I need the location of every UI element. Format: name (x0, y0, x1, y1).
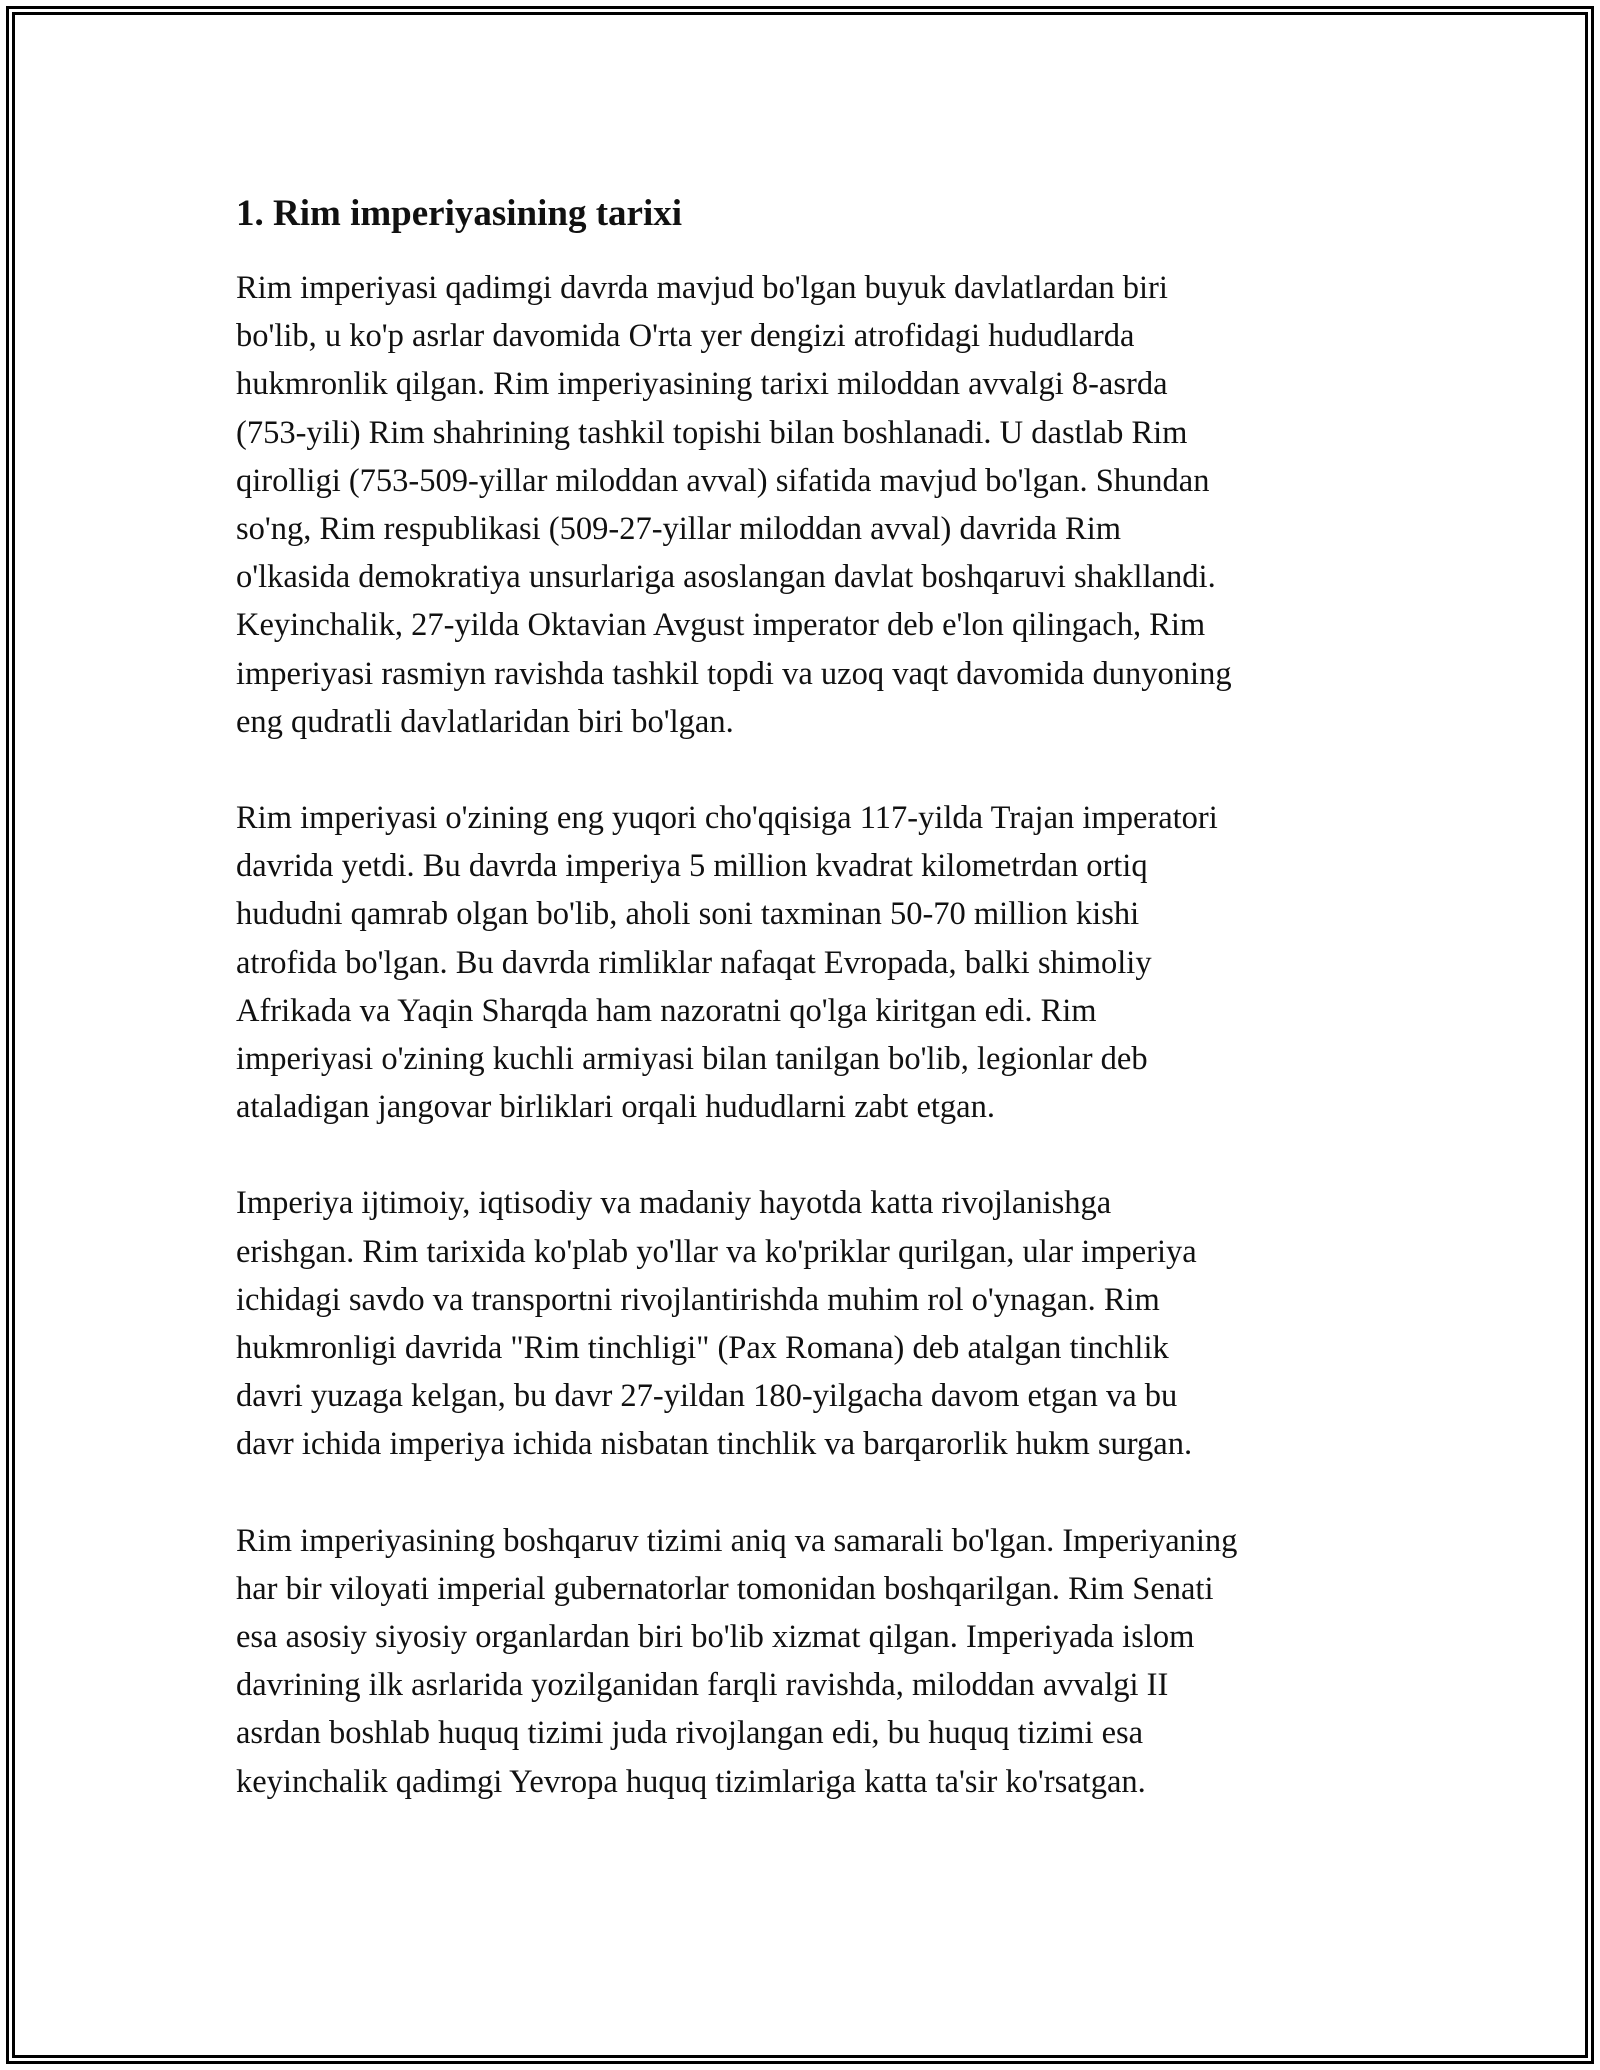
paragraph-history-origins: Rim imperiyasi qadimgi davrda mavjud bo'lgan buyuk davlatlardan biri bo'lib, u ko'p asrlar davomida O'rta yer dengizi atrofidagi hududlarda hukmronlik qilgan. Rim imperiyasining tarixi miloddan avvalgi 8-asrda (753-yili) Rim shahrining tashkil topishi bilan boshlanadi. U dastlab Rim qirolligi (753-509-yillar miloddan avval) sifatida mavjud bo'lgan. Shundan so'ng, Rim respublikasi (509-27-yillar miloddan avval) davrida Rim o'lkasida demokratiya unsurlariga asoslangan davlat boshqaruvi shakllandi. Keyinchalik, 27-yilda Oktavian Avgust imperator deb e'lon qilingach, Rim imperiyasi rasmiyn ravishda tashkil topdi va uzoq vaqt davomida dunyoning eng qudratli davlatlaridan biri bo'lgan. (236, 270, 1232, 740)
paragraph-development: Imperiya ijtimoiy, iqtisodiy va madaniy hayotda katta rivojlanishga erishgan. Rim tarixida ko'plab yo'llar va ko'priklar qurilgan, ular imperiya ichidagi savdo va transportni rivojlantirishda muhim rol o'ynagan. Rim hukmronligi davrida "Rim tinchligi" (Pax Romana) deb atalgan tinchlik davri yuzaga kelgan, bu davr 27-yildan 180-yilgacha davom etgan va bu davr ichida imperiya ichida nisbatan tinchlik va barqarorlik hukm surgan. (236, 1185, 1197, 1463)
paragraph-governance: Rim imperiyasining boshqaruv tizimi aniq va samarali bo'lgan. Imperiyaning har bir viloyati imperial gubernatorlar tomonidan boshqarilgan. Rim Senati esa asosiy siyosiy organlardan biri bo'lib xizmat qilgan. Imperiyada islom davrining ilk asrlarida yozilganidan farqli ravishda, miloddan avvalgi II asrdan boshlab huquq tizimi juda rivojlangan edi, bu huquq tizimi esa keyinchalik qadimgi Yevropa huquq tizimlariga katta ta'sir ko'rsatgan. (236, 1522, 1238, 1800)
document-body (236, 186, 1376, 1854)
paragraph-peak-of-empire: Rim imperiyasi o'zining eng yuqori cho'qqisiga 117-yilda Trajan imperatori davrida yetdi. Bu davrda imperiya 5 million kvadrat kilometrdan ortiq hududni qamrab olgan bo'lib, aholi soni taxminan 50-70 million kishi atrofida bo'lgan. Bu davrda rimliklar nafaqat Evropada, balki shimoliy Afrikada va Yaqin Sharqda ham nazoratni qo'lga kiritgan edi. Rim imperiyasi o'zining kuchli armiyasi bilan tanilgan bo'lib, legionlar deb ataladigan jangovar birliklari orqali hududlarni zabt etgan. (236, 800, 1218, 1126)
section-title: 1. Rim imperiyasining tarixi (236, 193, 683, 234)
